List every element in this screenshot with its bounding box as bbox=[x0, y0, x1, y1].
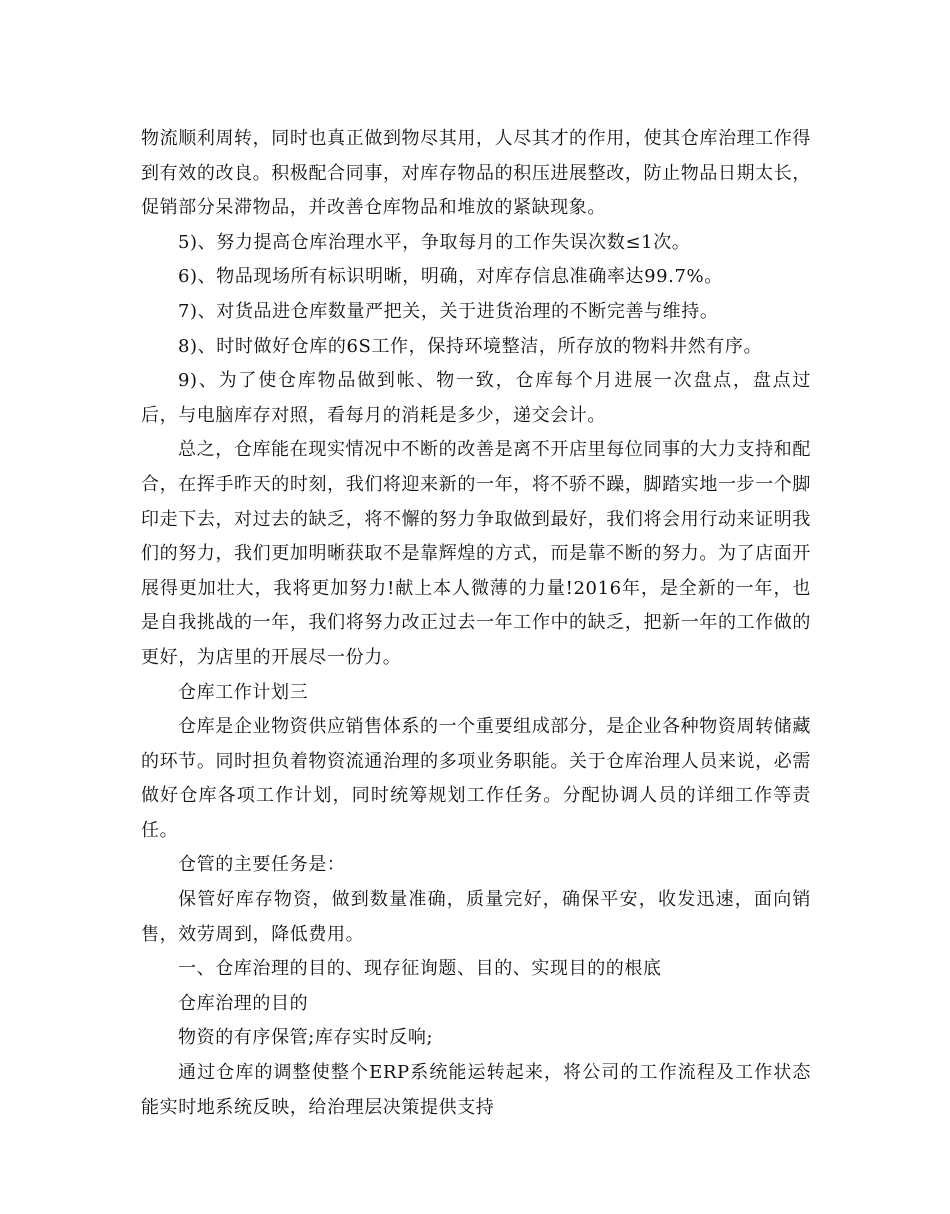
paragraph: 保管好库存物资，做到数量准确，质量完好，确保平安，收发迅速，面向销售，效劳周到，降低费用。 bbox=[141, 889, 811, 945]
paragraph: 物流顺利周转，同时也真正做到物尽其用，人尽其才的作用，使其仓库治理工作得到有效的改良。积极配合同事，对库存物品的积压进展整改，防止物品日期太长，促销部分呆滞物品，并改善仓库物品和堆放的紧缺现象。 bbox=[141, 128, 811, 219]
paragraph: 5)、努力提高仓库治理水平，争取每月的工作失误次数≤1次。 bbox=[178, 231, 691, 253]
paragraph: 9)、为了使仓库物品做到帐、物一致，仓库每个月进展一次盘点，盘点过后，与电脑库存对照，看每月的消耗是多少，递交会计。 bbox=[141, 370, 811, 426]
paragraph: 物资的有序保管;库存实时反响; bbox=[178, 1027, 434, 1049]
paragraph: 仓库治理的目的 bbox=[178, 992, 309, 1014]
paragraph: 仓管的主要任务是： bbox=[178, 854, 346, 876]
paragraph: 仓库是企业物资供应销售体系的一个重要组成部分，是企业各种物资周转储藏的环节。同时担负着物资流通治理的多项业务职能。关于仓库治理人员来说，必需做好仓库各项工作计划，同时统筹规划工作任务。分配协调人员的详细工作等责任。 bbox=[141, 716, 811, 841]
paragraph: 总之，仓库能在现实情况中不断的改善是离不开店里每位同事的大力支持和配合，在挥手昨天的时刻，我们将迎来新的一年，将不骄不躁，脚踏实地一步一个脚印走下去，对过去的缺乏，将不懈的努力争取做到最好，我们将会用行动来证明我们的努力，我们更加明晰获取不是靠辉煌的方式，而是靠不断的努力。为了店面开展得更加壮大，我将更加努力!献上本人微薄的力量!2016年，是全新的一年，也是自我挑战的一年，我们将努力改正过去一年工作中的缺乏，把新一年的工作做的更好，为店里的开展尽一份力。 bbox=[141, 439, 811, 668]
paragraph: 8)、时时做好仓库的6S工作，保持环境整洁，所存放的物料井然有序。 bbox=[178, 335, 763, 357]
paragraph: 一、仓库治理的目的、现存征询题、目的、实现目的的根底 bbox=[178, 958, 662, 980]
paragraph: 7)、对货品进仓库数量严把关，关于进货治理的不断完善与维持。 bbox=[178, 300, 719, 322]
document-body bbox=[141, 122, 811, 1125]
section-heading: 仓库工作计划三 bbox=[178, 681, 309, 703]
paragraph: 6)、物品现场所有标识明晰，明确，对库存信息准确率达99.7%。 bbox=[178, 266, 723, 288]
paragraph: 通过仓库的调整使整个ERP系统能运转起来，将公司的工作流程及工作状态能实时地系统反映，给治理层决策提供支持 bbox=[141, 1062, 811, 1118]
